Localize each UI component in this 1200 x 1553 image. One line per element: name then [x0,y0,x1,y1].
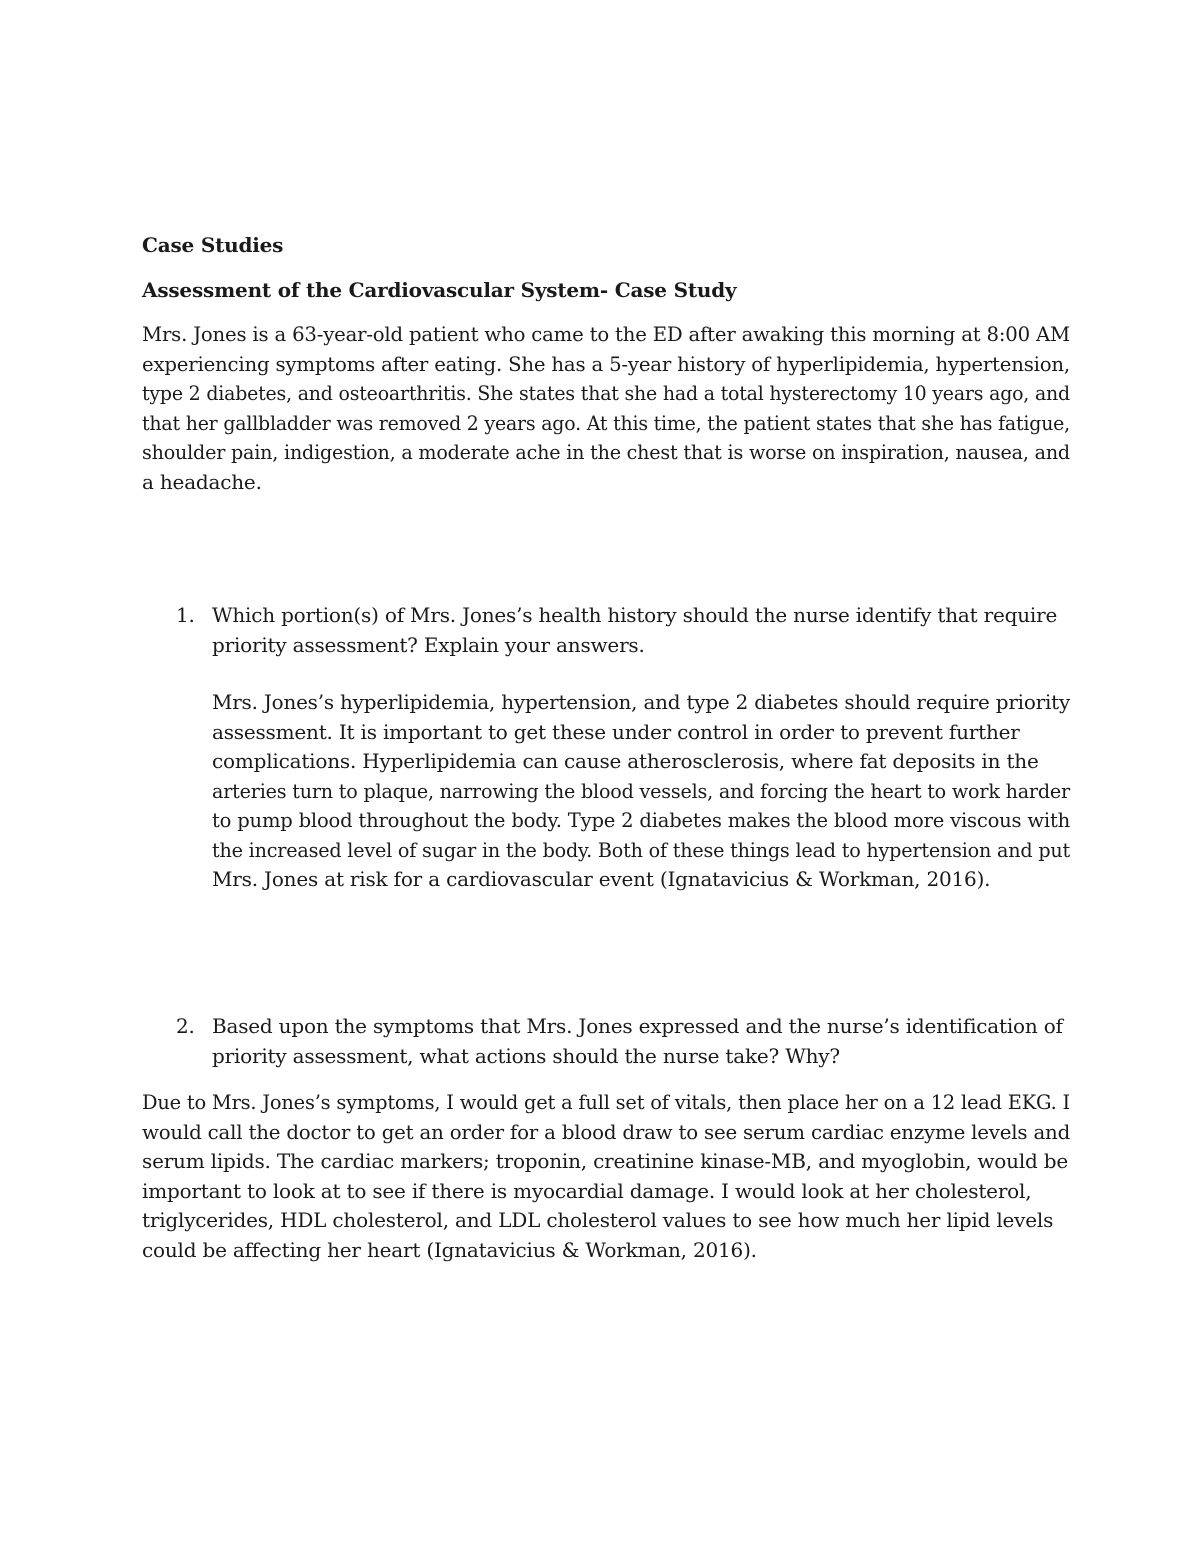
case-study-title: Assessment of the Cardiovascular System- Case Study [142,278,737,302]
intro-line: experiencing symptoms after eating. She has a 5-year history of hyperlipidemia, hypertension, [142,351,1070,376]
answer-line: serum lipids. The cardiac markers; troponin, creatinine kinase-MB, and myoglobin, would be [142,1149,1069,1173]
answer-line: would call the doctor to get an order for a blood draw to see serum cardiac enzyme levels and [142,1119,1071,1144]
answer-line: important to look at to see if there is myocardial damage. I would look at her cholesterol, [142,1178,1032,1203]
intro-line: a headache. [142,469,262,494]
intro-line: Mrs. Jones is a 63-year-old patient who came to the ED after awaking this morning at 8:00 AM [142,322,1070,346]
intro-line: type 2 diabetes, and osteoarthritis. She states that she had a total hysterectomy 10 years ago, and [142,381,1070,405]
question-number: 2. [176,1014,195,1038]
document-heading: Case Studies [142,233,284,257]
answer-line: the increased level of sugar in the body. Both of these things lead to hypertension and put [212,837,1071,862]
intro-line: that her gallbladder was removed 2 years ago. At this time, the patient states that she has fatigue, [142,410,1071,435]
answer-line: Mrs. Jones’s hyperlipidemia, hypertension, and type 2 diabetes should require priority [212,690,1071,714]
answer-line: could be affecting her heart (Ignatavicius & Workman, 2016). [142,1237,757,1262]
answer-line: assessment. It is important to get these under control in order to prevent further [212,719,1020,744]
answer-line: triglycerides, HDL cholesterol, and LDL cholesterol values to see how much her lipid levels [142,1208,1054,1232]
question-line: Based upon the symptoms that Mrs. Jones expressed and the nurse’s identification of [212,1014,1063,1038]
question-number: 1. [176,603,195,627]
question-line: priority assessment? Explain your answers. [212,632,645,657]
answer-line: arteries turn to plaque, narrowing the blood vessels, and forcing the heart to work harder [212,778,1070,803]
answer-line: Due to Mrs. Jones’s symptoms, I would get a full set of vitals, then place her on a 12 lead EKG. I [142,1090,1071,1114]
answer-line: complications. Hyperlipidemia can cause atherosclerosis, where fat deposits in the [212,749,1039,773]
question-line: Which portion(s) of Mrs. Jones’s health history should the nurse identify that require [212,603,1058,627]
question-line: priority assessment, what actions should the nurse take? Why? [212,1043,840,1068]
answer-line: to pump blood throughout the body. Type 2 diabetes makes the blood more viscous with [212,808,1071,832]
intro-line: shoulder pain, indigestion, a moderate ache in the chest that is worse on inspiration, nausea, and [142,440,1070,464]
answer-line: Mrs. Jones at risk for a cardiovascular event (Ignatavicius & Workman, 2016). [212,867,991,891]
